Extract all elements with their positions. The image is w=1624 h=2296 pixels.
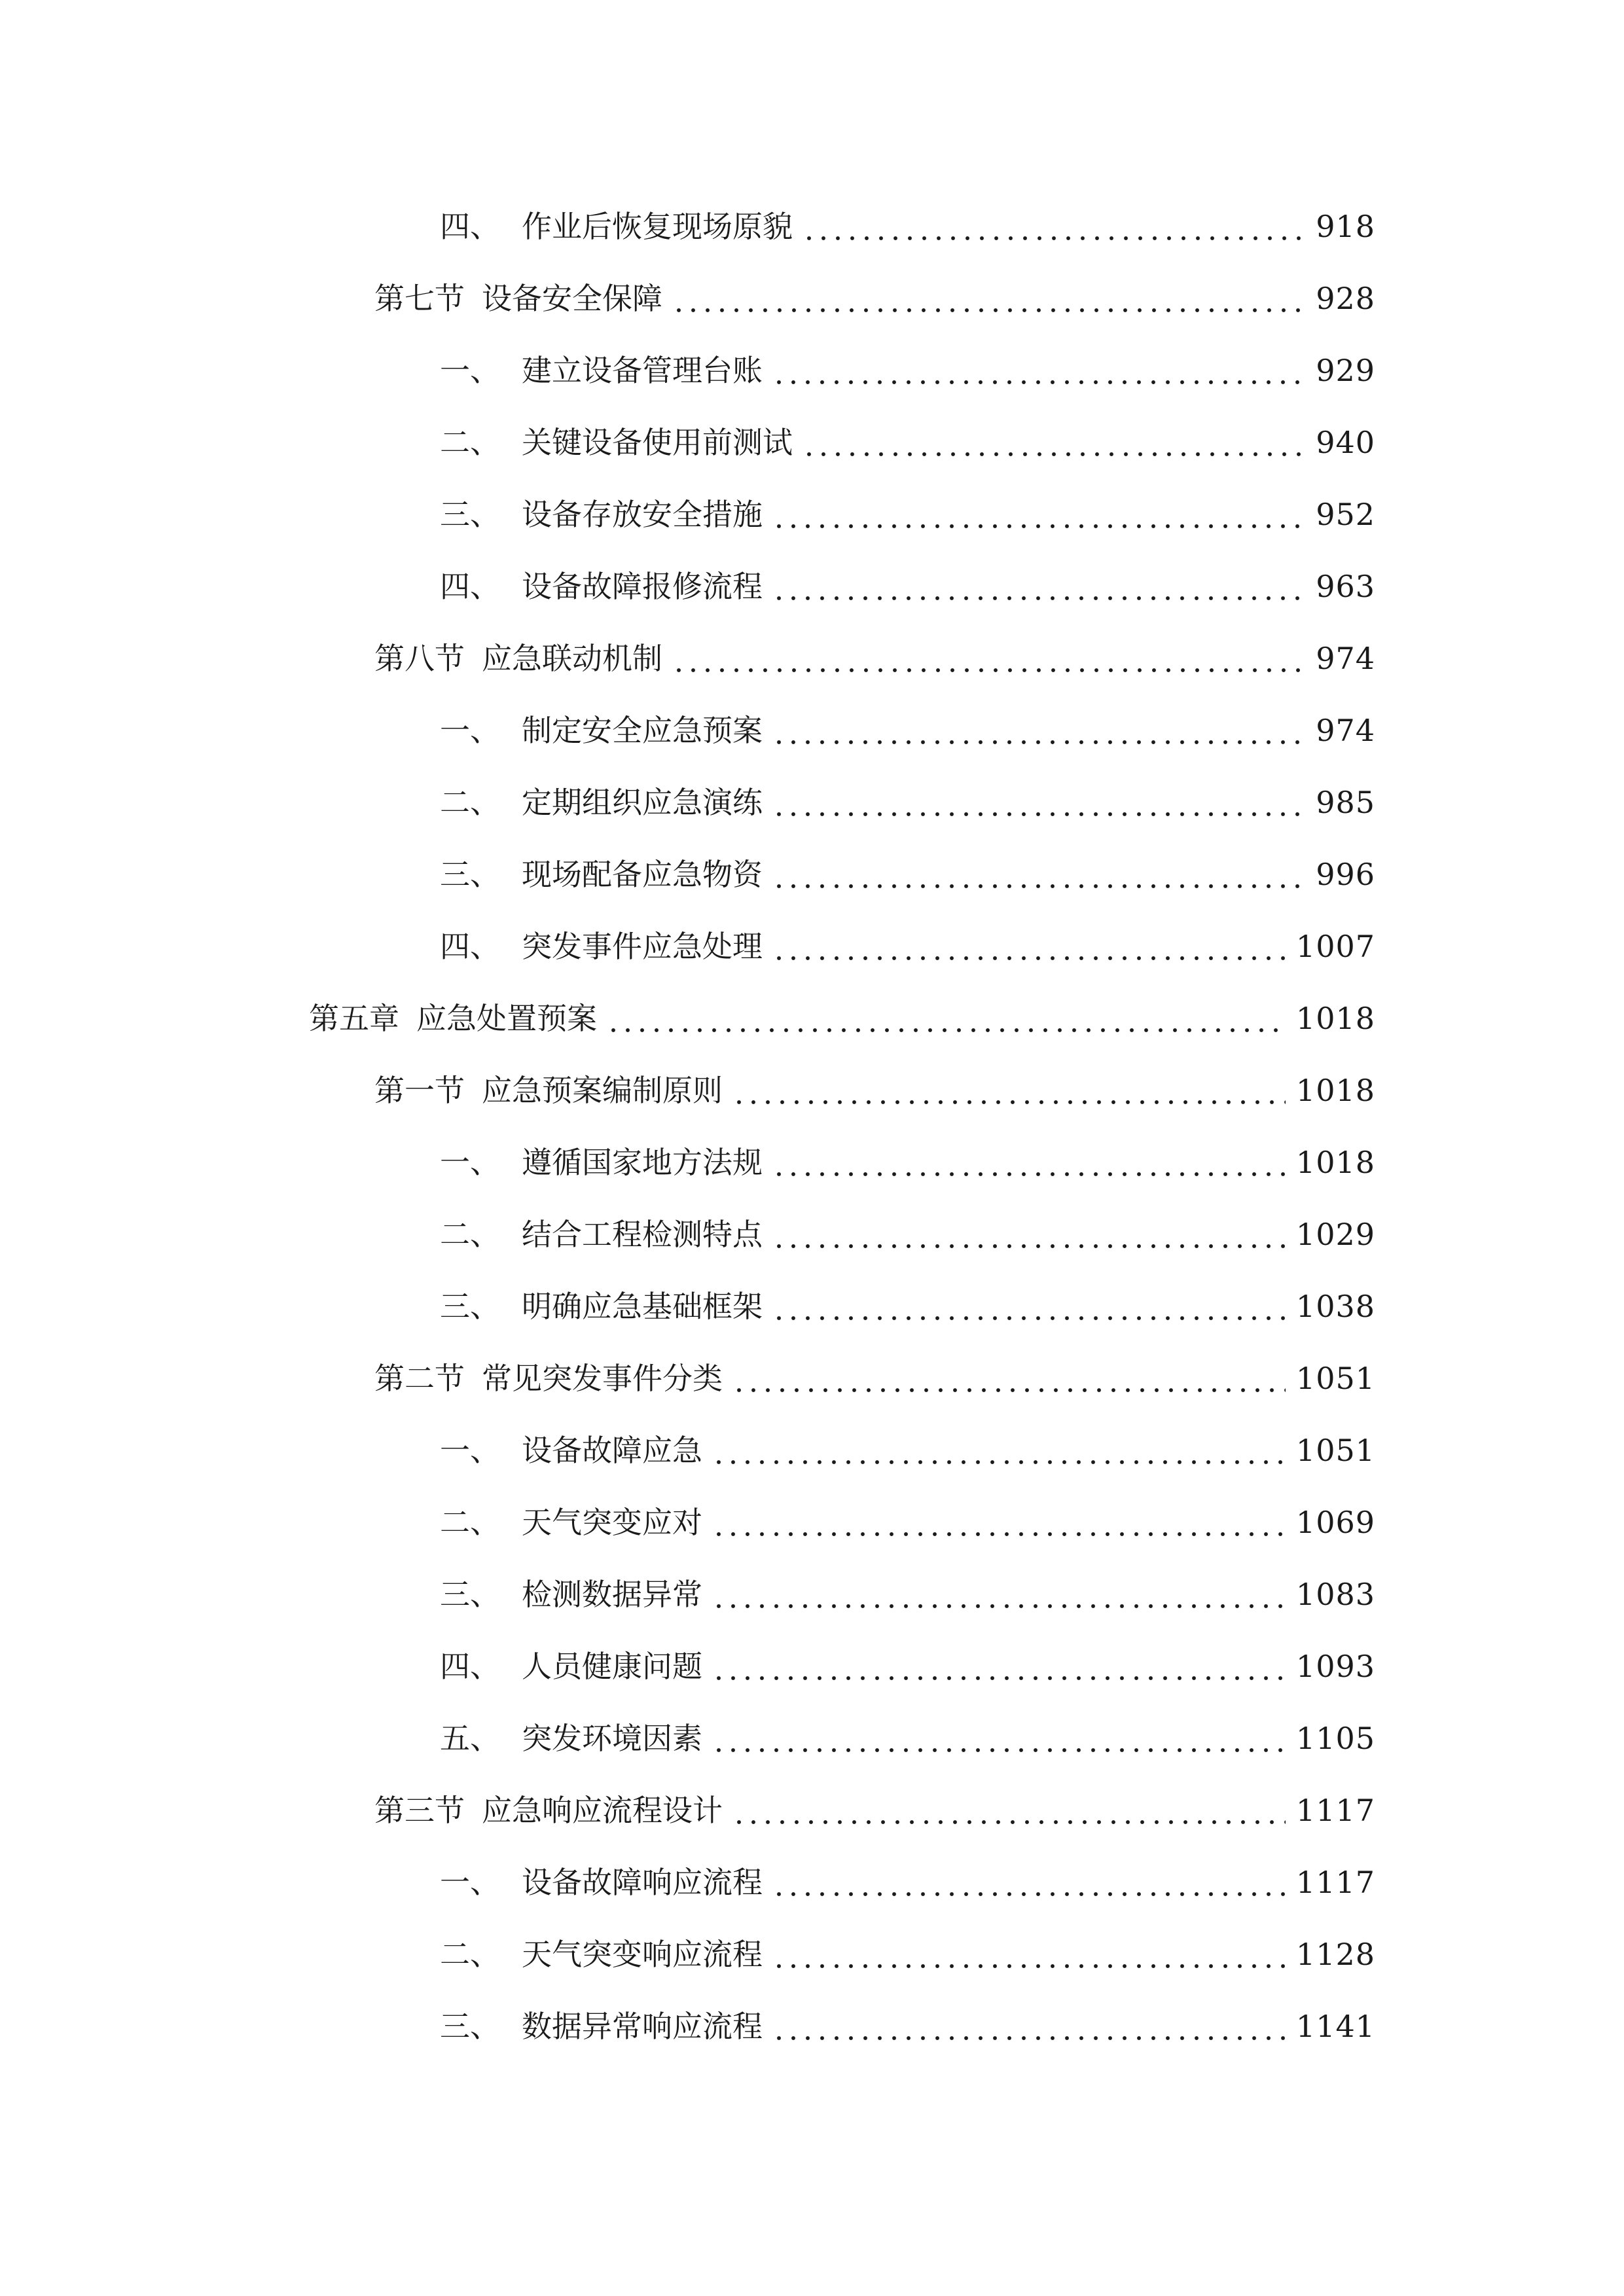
toc-page-number: 974 [1316,713,1375,748]
toc-page-number: 952 [1316,497,1375,532]
dot-leader [712,1723,1286,1753]
toc-entry-26[interactable] [0,1990,1624,2062]
toc-entry-title: 数据异常响应流程 [522,2009,763,2044]
toc-entry-number: 一、 [440,353,500,388]
toc-page-number: 963 [1316,569,1375,604]
dot-leader [732,1795,1286,1825]
toc-entry-label [440,1505,702,1540]
toc-entry-title: 设备故障报修流程 [522,569,763,604]
toc-entry-label [440,1937,763,1972]
toc-entry-title: 结合工程检测特点 [522,1217,763,1252]
toc-entry-label [440,1289,763,1324]
dot-leader [732,1363,1286,1393]
dot-leader [712,1579,1286,1609]
toc-entry-number: 一、 [440,1145,500,1180]
toc-entry-21[interactable] [0,1630,1624,1702]
toc-entry-label [374,1073,723,1108]
toc-entry-title: 现场配备应急物资 [522,857,763,892]
toc-entry-title: 遵循国家地方法规 [522,1145,763,1180]
toc-page-number: 1029 [1295,1217,1375,1252]
toc-entry-label [374,641,662,676]
toc-entry-2[interactable] [0,262,1624,334]
dot-leader [772,1147,1286,1177]
toc-entry-19[interactable] [0,1486,1624,1558]
toc-entry-label [440,355,763,386]
toc-page-number: 1007 [1295,929,1375,964]
toc-entry-number: 二、 [440,1217,500,1252]
toc-entry-label [374,1361,723,1396]
toc-entry-12[interactable] [0,982,1624,1054]
toc-entry-16[interactable] [0,1270,1624,1342]
toc-entry-label [374,283,662,314]
toc-entry-number: 一、 [440,713,500,748]
toc-entry-title: 人员健康问题 [522,1649,702,1684]
toc-entry-number: 第三节 [374,1793,465,1828]
toc-entry-24[interactable] [0,1846,1624,1918]
toc-entry-number: 三、 [440,1577,500,1612]
toc-page-number: 918 [1316,209,1375,244]
dot-leader [772,1867,1286,1897]
toc-entry-label [440,1577,702,1612]
toc-entry-label [440,2009,763,2044]
dot-leader [712,1507,1286,1537]
toc-entry-title: 设备故障应急 [522,1433,702,1468]
toc-entry-number: 二、 [440,1937,500,1972]
dot-leader [772,1939,1286,1969]
toc-entry-number: 三、 [440,1289,500,1324]
toc-entry-10[interactable] [0,838,1624,910]
toc-entry-label [440,1649,702,1684]
toc-entry-13[interactable] [0,1054,1624,1126]
dot-leader [772,859,1305,889]
toc-entry-title: 应急响应流程设计 [482,1793,723,1828]
toc-entry-number: 一、 [440,1865,500,1900]
toc-entry-label [440,1721,702,1756]
toc-page-number: 1018 [1295,1001,1375,1036]
toc-entry-label [440,713,763,748]
toc-page-number: 1117 [1295,1793,1375,1828]
toc-entry-number: 二、 [440,785,500,820]
toc-entry-22[interactable] [0,1702,1624,1774]
toc-page-number: 985 [1316,785,1375,820]
toc-entry-8[interactable] [0,694,1624,766]
toc-page-number: 1051 [1295,1433,1375,1468]
dot-leader [772,787,1305,817]
dot-leader [772,1219,1286,1249]
toc-entry-label [309,1001,597,1036]
toc-entry-title: 作业后恢复现场原貌 [522,209,793,244]
table-of-contents [0,190,1624,2062]
toc-entry-title: 设备存放安全措施 [522,497,763,532]
toc-entry-number: 三、 [440,857,500,892]
toc-entry-15[interactable] [0,1198,1624,1270]
toc-entry-label [374,1793,723,1828]
toc-entry-label [440,425,793,460]
toc-entry-number: 四、 [440,569,500,604]
toc-page-number: 1141 [1295,2009,1375,2044]
toc-entry-title: 关键设备使用前测试 [522,425,793,460]
toc-entry-9[interactable] [0,766,1624,838]
dot-leader [772,355,1305,386]
toc-entry-18[interactable] [0,1414,1624,1486]
dot-leader [772,571,1305,601]
toc-page-number: 1128 [1295,1937,1375,1972]
dot-leader [772,1291,1286,1321]
dot-leader [712,1651,1286,1681]
toc-page-number: 1018 [1295,1145,1375,1180]
toc-entry-20[interactable] [0,1558,1624,1630]
toc-entry-label [440,929,763,964]
toc-entry-title: 天气突变应对 [522,1505,702,1540]
toc-entry-title: 应急预案编制原则 [482,1073,723,1108]
toc-entry-number: 第二节 [374,1361,465,1396]
toc-page-number: 1018 [1295,1073,1375,1108]
toc-page-number: 929 [1316,353,1375,388]
toc-entry-title: 应急联动机制 [482,641,662,676]
toc-page-number: 1083 [1295,1577,1375,1612]
toc-entry-label [440,569,763,604]
toc-entry-title: 定期组织应急演练 [522,785,763,820]
toc-entry-title: 制定安全应急预案 [522,713,763,748]
toc-page-number: 1105 [1295,1721,1375,1756]
toc-entry-title: 应急处置预案 [416,1001,597,1036]
toc-entry-number: 三、 [440,2009,500,2044]
toc-entry-title: 检测数据异常 [522,1577,702,1612]
toc-entry-label [440,1433,702,1468]
toc-page-number: 940 [1316,425,1375,460]
dot-leader [802,211,1305,242]
toc-page-number: 1069 [1295,1505,1375,1540]
toc-entry-number: 二、 [440,1505,500,1540]
dot-leader [672,643,1305,673]
toc-entry-label [440,211,793,242]
toc-entry-number: 三、 [440,497,500,532]
toc-entry-11[interactable] [0,910,1624,982]
toc-entry-6[interactable] [0,550,1624,622]
dot-leader [712,1435,1286,1465]
toc-entry-number: 第一节 [374,1073,465,1108]
toc-entry-number: 第七节 [374,281,465,316]
toc-entry-label [440,1217,763,1252]
toc-page-number: 1038 [1295,1289,1375,1324]
toc-entry-title: 设备故障响应流程 [522,1865,763,1900]
toc-page-number: 1093 [1295,1649,1375,1684]
toc-entry-number: 第八节 [374,641,465,676]
toc-page-number: 996 [1316,857,1375,892]
toc-entry-title: 常见突发事件分类 [482,1361,723,1396]
toc-entry-title: 设备安全保障 [482,281,662,316]
toc-entry-23[interactable] [0,1774,1624,1846]
toc-entry-17[interactable] [0,1342,1624,1414]
toc-entry-label [440,497,763,532]
toc-entry-number: 二、 [440,425,500,460]
toc-page-number: 1117 [1295,1865,1375,1900]
toc-entry-3[interactable] [0,334,1624,406]
toc-entry-label [440,857,763,892]
dot-leader [772,499,1305,529]
toc-entry-5[interactable] [0,478,1624,550]
dot-leader [772,2011,1286,2041]
toc-entry-number: 四、 [440,209,500,244]
dot-leader [672,283,1305,314]
dot-leader [606,1003,1286,1033]
toc-entry-number: 第五章 [309,1001,399,1036]
toc-page-number: 1051 [1295,1361,1375,1396]
toc-entry-title: 建立设备管理台账 [522,353,763,388]
dot-leader [772,715,1305,745]
toc-entry-7[interactable] [0,622,1624,694]
toc-entry-14[interactable] [0,1126,1624,1198]
toc-entry-4[interactable] [0,406,1624,478]
toc-entry-title: 天气突变响应流程 [522,1937,763,1972]
dot-leader [772,931,1286,961]
dot-leader [802,427,1305,457]
toc-entry-number: 一、 [440,1433,500,1468]
toc-entry-label [440,1865,763,1900]
toc-entry-number: 四、 [440,929,500,964]
toc-entry-number: 四、 [440,1649,500,1684]
toc-entry-title: 明确应急基础框架 [522,1289,763,1324]
toc-entry-25[interactable] [0,1918,1624,1990]
dot-leader [732,1075,1286,1105]
toc-entry-label [440,785,763,820]
toc-page-number: 928 [1316,281,1375,316]
toc-entry-number: 五、 [440,1721,500,1756]
toc-entry-label [440,1145,763,1180]
toc-entry-title: 突发事件应急处理 [522,929,763,964]
toc-entry-title: 突发环境因素 [522,1721,702,1756]
toc-page-number: 974 [1316,641,1375,676]
toc-entry-1[interactable] [0,190,1624,262]
